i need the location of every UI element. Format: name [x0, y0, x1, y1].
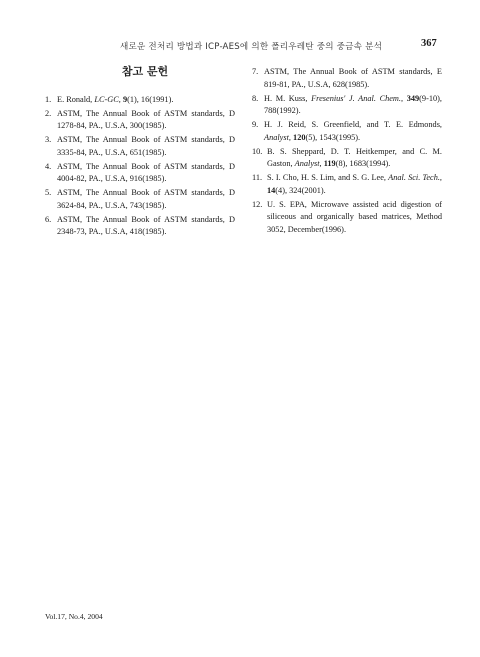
- reference-item: [45, 187, 235, 212]
- reference-segment: E. Ronald,: [57, 94, 95, 104]
- reference-text: [264, 66, 442, 91]
- reference-text: [264, 119, 442, 144]
- reference-text: [57, 187, 235, 212]
- reference-segment: ASTM, The Annual Book of ASTM standards, D 4004-82, PA., U.S.A, 916(1985).: [57, 161, 235, 183]
- reference-text: [57, 108, 235, 133]
- reference-segment: H. M. Kuss,: [264, 93, 312, 103]
- reference-item: [252, 66, 442, 91]
- reference-list-left: [45, 94, 235, 239]
- reference-segment: (5), 1543(1995).: [305, 132, 361, 142]
- reference-text: [57, 214, 235, 239]
- reference-segment: 119: [323, 159, 336, 168]
- reference-item: [45, 108, 235, 133]
- reference-segment: 349: [406, 93, 420, 103]
- reference-number: 4.: [45, 161, 52, 171]
- reference-text: [264, 93, 442, 118]
- reference-item: [252, 199, 442, 237]
- journal-volume-footer: Vol.17, No.4, 2004: [45, 612, 103, 621]
- reference-segment: ASTM, The Annual Book of ASTM standards, E 819-81, PA., U.S.A, 628(1985).: [264, 67, 442, 89]
- reference-segment: ASTM, The Annual Book of ASTM standards, D 3335-84, PA., U.S.A, 651(1985).: [57, 135, 235, 157]
- reference-segment: H. J. Reid, S. Greenfield, and T. E. Edmonds,: [264, 120, 442, 129]
- reference-number: 3.: [45, 135, 52, 144]
- reference-item: [45, 161, 235, 186]
- reference-item: [45, 94, 235, 107]
- reference-number: 9.: [252, 120, 259, 129]
- reference-number: 2.: [45, 108, 52, 118]
- section-title: 참고 문헌: [121, 65, 169, 78]
- reference-segment: ,: [439, 173, 442, 182]
- reference-text: [57, 94, 235, 107]
- reference-segment: 120: [293, 132, 306, 142]
- reference-segment: (4), 324(2001).: [275, 185, 326, 195]
- reference-segment: ASTM, The Annual Book of ASTM standards, D 1278-84, PA., U.S.A, 300(1985).: [57, 108, 235, 130]
- reference-segment: U. S. EPA, Microwave assisted acid digestion of siliceous and organically based matrices, Method 3052, December(1996).: [267, 199, 442, 234]
- reference-item: [252, 119, 442, 144]
- reference-segment: Analyst: [264, 132, 289, 142]
- reference-segment: Anal. Sci. Tech.: [388, 173, 440, 182]
- reference-number: 7.: [252, 67, 259, 76]
- reference-segment: (8), 1683(1994).: [335, 159, 391, 168]
- reference-segment: 9: [122, 94, 128, 104]
- running-title: 새로운 전처리 방법과 ICP-AES에 의한 폴리우레탄 중의 중금속 분석: [120, 42, 383, 52]
- reference-number: 6.: [45, 214, 52, 224]
- reference-item: [45, 134, 235, 159]
- reference-item: [252, 93, 442, 118]
- reference-segment: ASTM, The Annual Book of ASTM standards, D 2348-73, PA., U.S.A, 418(1985).: [57, 214, 235, 236]
- reference-text: [57, 161, 235, 186]
- reference-segment: ,: [401, 93, 407, 103]
- reference-item: [252, 172, 442, 197]
- reference-number: 8.: [252, 93, 259, 103]
- reference-segment: LC-GC: [94, 94, 119, 104]
- reference-segment: Analyst: [294, 159, 320, 168]
- reference-text: [267, 199, 442, 237]
- reference-segment: ,: [118, 94, 123, 104]
- reference-segment: ,: [288, 132, 294, 142]
- reference-segment: (9-10), 788(1992).: [264, 93, 442, 115]
- reference-text: [57, 134, 235, 159]
- reference-list-right: [252, 66, 442, 236]
- reference-segment: 14: [267, 185, 276, 195]
- right-column: [252, 66, 442, 238]
- reference-number: 5.: [45, 188, 52, 197]
- reference-item: [45, 214, 235, 239]
- reference-number: 1.: [45, 94, 52, 104]
- reference-segment: ,: [319, 159, 324, 168]
- reference-segment: S. I. Cho, H. S. Lim, and S. G. Lee,: [267, 173, 389, 182]
- reference-segment: (1), 16(1991).: [127, 94, 174, 104]
- reference-segment: ASTM, The Annual Book of ASTM standards, D 3624-84, PA., U.S.A, 743(1985).: [57, 188, 235, 210]
- reference-item: [252, 146, 442, 171]
- left-column: [45, 66, 235, 240]
- reference-number: 10.: [252, 146, 263, 156]
- reference-segment: B. S. Sheppard, D. T. Heitkemper, and C. M. Gaston,: [267, 146, 442, 168]
- page-number: 367: [421, 38, 437, 49]
- reference-text: [267, 146, 442, 171]
- reference-text: [267, 172, 442, 197]
- reference-segment: Fresenius' J. Anal. Chem.: [311, 93, 401, 103]
- reference-number: 11.: [252, 173, 263, 182]
- reference-number: 12.: [252, 199, 263, 209]
